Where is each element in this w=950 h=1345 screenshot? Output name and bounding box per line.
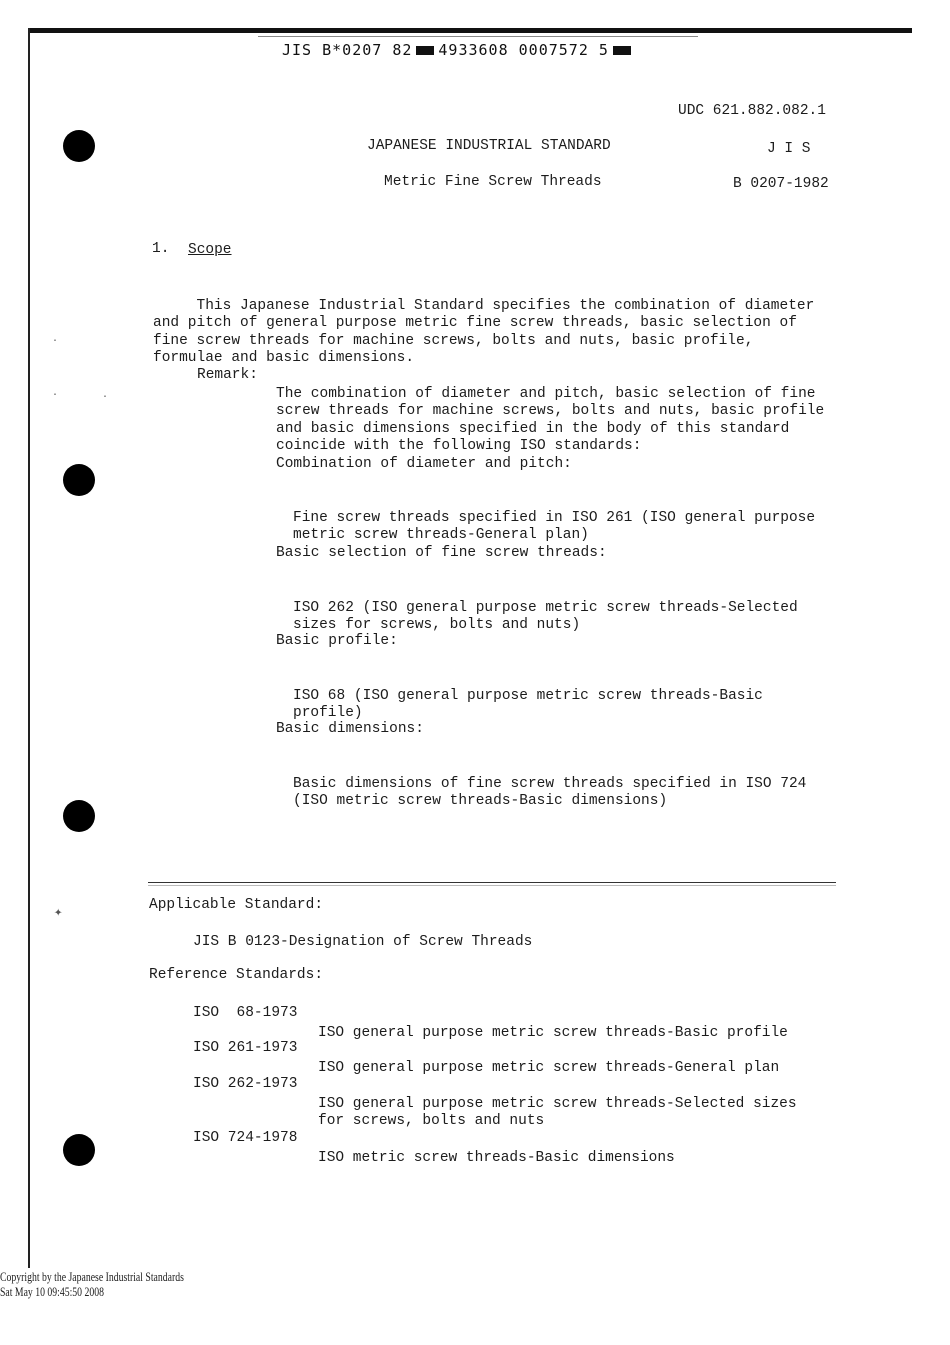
footnote-divider-shadow bbox=[148, 885, 836, 886]
scan-left-border bbox=[28, 28, 30, 1268]
scan-speck: · bbox=[52, 390, 59, 401]
reference-code: ISO 68-1973 bbox=[193, 1005, 298, 1021]
remark-line: and basic dimensions specified in the body of this standard bbox=[276, 420, 790, 437]
standard-title: JAPANESE INDUSTRIAL STANDARD bbox=[367, 138, 611, 154]
document-code-mid: 4933608 0007572 5 bbox=[438, 41, 609, 59]
scan-top-border bbox=[28, 28, 912, 33]
remark-label: Remark: bbox=[197, 367, 258, 383]
section-number: 1. bbox=[152, 241, 170, 257]
reference-line: for screws, bolts and nuts bbox=[318, 1113, 545, 1129]
reference-code: ISO 262-1973 bbox=[193, 1076, 298, 1092]
document-title: Metric Fine Screw Threads bbox=[384, 174, 602, 190]
reference-line: ISO metric screw threads-Basic dimensions bbox=[318, 1149, 675, 1166]
item-heading: Basic profile: bbox=[276, 633, 398, 649]
scan-artifact-line bbox=[258, 36, 698, 37]
document-code bbox=[282, 41, 635, 59]
jis-mark: J I S bbox=[767, 141, 811, 157]
footnote-divider bbox=[148, 882, 836, 883]
scope-line: fine screw threads for machine screws, bolts and nuts, basic profile, bbox=[153, 332, 754, 349]
reference-line: ISO general purpose metric screw threads-Selected sizes bbox=[318, 1095, 797, 1112]
item-heading: Combination of diameter and pitch: bbox=[276, 456, 572, 472]
punch-hole bbox=[63, 800, 95, 832]
scan-speck: ✦ bbox=[54, 905, 63, 921]
applicable-standard-item: JIS B 0123-Designation of Screw Threads bbox=[193, 934, 533, 950]
udc-number: UDC 621.882.082.1 bbox=[678, 103, 826, 119]
remark-line: screw threads for machine screws, bolts and nuts, basic profile bbox=[276, 403, 825, 419]
reference-standards-label: Reference Standards: bbox=[149, 967, 324, 983]
scan-speck: · bbox=[52, 336, 59, 347]
document-code-left: JIS B*0207 82 bbox=[282, 41, 413, 59]
item-line: sizes for screws, bolts and nuts) bbox=[293, 617, 581, 633]
remark-line: coincide with the following ISO standards: bbox=[276, 438, 642, 454]
timestamp-line: Sat May 10 09:45:50 2008 bbox=[0, 1285, 105, 1299]
item-line: profile) bbox=[293, 705, 363, 721]
reference-code: ISO 724-1978 bbox=[193, 1130, 298, 1146]
item-line: metric screw threads-General plan) bbox=[293, 527, 589, 543]
reference-title bbox=[318, 1132, 675, 1185]
section-heading: Scope bbox=[188, 242, 232, 258]
item-line: Basic dimensions of fine screw threads specified in ISO 724 bbox=[293, 775, 807, 792]
document-number: B 0207-1982 bbox=[733, 176, 829, 192]
scope-line: This Japanese Industrial Standard specifies the combination of diameter bbox=[153, 297, 815, 314]
redaction-block bbox=[416, 46, 434, 55]
reference-line: ISO general purpose metric screw threads-Basic profile bbox=[318, 1024, 788, 1041]
scope-line: formulae and basic dimensions. bbox=[153, 350, 415, 366]
item-heading: Basic selection of fine screw threads: bbox=[276, 545, 607, 561]
item-line: (ISO metric screw threads-Basic dimensions) bbox=[293, 793, 668, 809]
scope-line: and pitch of general purpose metric fine screw threads, basic selection of bbox=[153, 315, 797, 331]
punch-hole bbox=[63, 464, 95, 496]
redaction-block bbox=[613, 46, 631, 55]
item-heading: Basic dimensions: bbox=[276, 721, 424, 737]
remark-line: The combination of diameter and pitch, basic selection of fine bbox=[276, 385, 816, 402]
item-line: Fine screw threads specified in ISO 261 (ISO general purpose bbox=[293, 509, 816, 526]
copyright-line: Copyright by the Japanese Industrial Standards bbox=[0, 1270, 184, 1284]
punch-hole bbox=[63, 130, 95, 162]
applicable-standard-label: Applicable Standard: bbox=[149, 897, 324, 913]
reference-code: ISO 261-1973 bbox=[193, 1040, 298, 1056]
reference-line: ISO general purpose metric screw threads-General plan bbox=[318, 1059, 780, 1076]
item-line: ISO 262 (ISO general purpose metric screw threads-Selected bbox=[293, 599, 798, 616]
item-body bbox=[293, 758, 806, 828]
item-line: ISO 68 (ISO general purpose metric screw threads-Basic bbox=[293, 687, 763, 704]
punch-hole bbox=[63, 1134, 95, 1166]
scan-speck: · bbox=[102, 392, 109, 403]
